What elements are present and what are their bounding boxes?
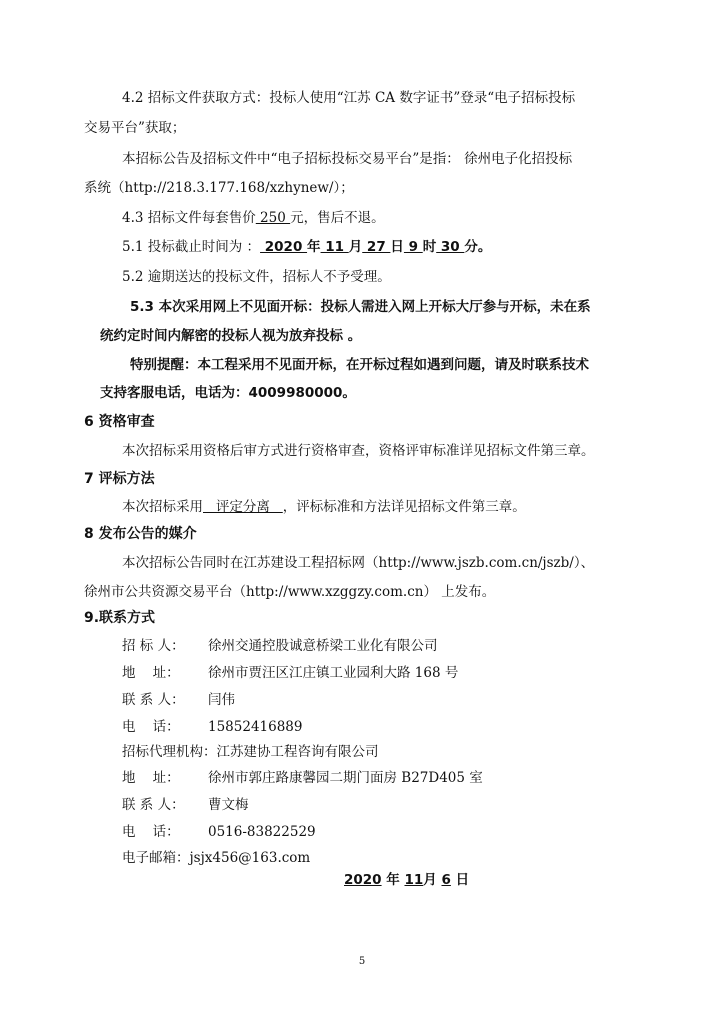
date-month: 11 <box>404 872 424 888</box>
deadline-prefix: 5.1 投标截止时间为 ： <box>122 239 261 255</box>
contact-label: 地 址： <box>122 665 180 681</box>
sec4-price-line <box>122 208 385 228</box>
contact-row <box>122 742 379 762</box>
method-value: 评定分离 <box>203 499 283 515</box>
date-year-unit: 年 <box>381 872 405 888</box>
special-reminder-line1: 特别提醒：本工程采用不见面开标，在开标过程如遇到问题，请及时联系技术 <box>130 357 589 373</box>
deadline-hour-unit: 时 <box>422 239 437 255</box>
contact-label: 招标代理机构： <box>122 744 217 760</box>
sec4-line1: 4.2 招标文件获取方式：投标人使用“江苏 CA 数字证书”登录“电子招标投标 <box>122 90 576 106</box>
deadline-minute: 30 <box>436 239 465 255</box>
contact-value: 曹文梅 <box>208 797 249 813</box>
contact-value: 15852416889 <box>208 719 303 735</box>
sec5-line3b: 统约定时间内解密的投标人视为放弃投标 。 <box>100 328 362 344</box>
sec4-line3: 本招标公告及招标文件中“电子招标投标交易平台”是指： 徐州电子化招投标 <box>122 151 573 167</box>
sec8-line1: 本次招标公告同时在江苏建设工程招标网（http://www.jszb.com.cn/jszb/）、 <box>122 555 595 571</box>
date-month-unit: 月 <box>423 872 442 888</box>
deadline-day: 27 <box>362 239 391 255</box>
contact-value: jsjx456@163.com <box>189 850 311 866</box>
sec6-title: 6 资格审查 <box>84 414 155 430</box>
deadline-year-unit: 年 <box>307 239 321 255</box>
contact-row <box>122 663 458 683</box>
sec4-line2: 交易平台”获取； <box>84 120 186 136</box>
deadline-hour: 9 <box>403 239 423 255</box>
date-day-unit: 日 <box>450 872 470 888</box>
method-suffix: ，评标标准和方法详见招标文件第三章。 <box>282 499 526 515</box>
deadline-day-unit: 日 <box>390 239 404 255</box>
sec7-title: 7 评标方法 <box>84 471 155 487</box>
sec4-line4: 系统（http://218.3.177.168/xzhynew/）； <box>84 180 354 196</box>
contact-label: 联 系 人： <box>122 797 185 813</box>
issue-date <box>344 870 469 890</box>
price-value: 250 <box>255 210 291 226</box>
deadline-month-unit: 月 <box>348 239 363 255</box>
date-day: 6 <box>441 872 451 888</box>
contact-value: 徐州市郭庄路康馨园二期门面房 B27D405 室 <box>208 770 483 786</box>
page-number: 5 <box>358 956 366 967</box>
deadline-minute-unit: 分。 <box>464 239 492 255</box>
contact-label: 电 话： <box>122 824 180 840</box>
sec9-title: 9.联系方式 <box>84 610 156 626</box>
sec8-title: 8 发布公告的媒介 <box>84 526 197 542</box>
contact-label: 电子邮箱： <box>122 850 190 866</box>
contact-row <box>122 768 483 788</box>
price-suffix: 元，售后不退。 <box>290 210 385 226</box>
contact-row <box>122 848 310 868</box>
method-prefix: 本次招标采用 <box>122 499 203 515</box>
contact-row <box>122 636 438 656</box>
sec5-line2: 5.2 逾期送达的投标文件，招标人不予受理。 <box>122 269 391 285</box>
contact-label: 地 址： <box>122 770 180 786</box>
date-year: 2020 <box>344 872 382 888</box>
price-prefix: 4.3 招标文件每套售价 <box>122 210 256 226</box>
contact-value: 徐州市贾汪区江庄镇工业园利大路 168 号 <box>208 665 459 681</box>
sec8-line2: 徐州市公共资源交易平台（http://www.xzggzy.com.cn） 上发布。 <box>84 584 496 600</box>
contact-row <box>122 795 249 815</box>
contact-label: 联 系 人： <box>122 692 185 708</box>
contact-label: 电 话： <box>122 719 180 735</box>
sec5-line3a: 5.3 本次采用网上不见面开标：投标人需进入网上开标大厅参与开标，未在系 <box>130 299 591 315</box>
contact-value: 江苏建协工程咨询有限公司 <box>216 744 379 760</box>
contact-value: 徐州交通控股诚意桥梁工业化有限公司 <box>208 638 438 654</box>
contact-label: 招 标 人： <box>122 638 185 654</box>
contact-row <box>122 822 316 842</box>
sec7-body <box>122 497 526 517</box>
contact-row <box>122 717 302 737</box>
deadline-year: 2020 <box>260 239 308 255</box>
sec6-body: 本次招标采用资格后审方式进行资格审查，资格评审标准详见招标文件第三章。 <box>122 443 595 459</box>
contact-value: 闫伟 <box>208 692 235 708</box>
contact-row <box>122 690 235 710</box>
contact-value: 0516-83822529 <box>208 824 316 840</box>
special-reminder-line2: 支持客服电话，电话为：4009980000。 <box>100 385 356 401</box>
deadline-month: 11 <box>320 239 349 255</box>
deadline-line <box>122 237 491 257</box>
